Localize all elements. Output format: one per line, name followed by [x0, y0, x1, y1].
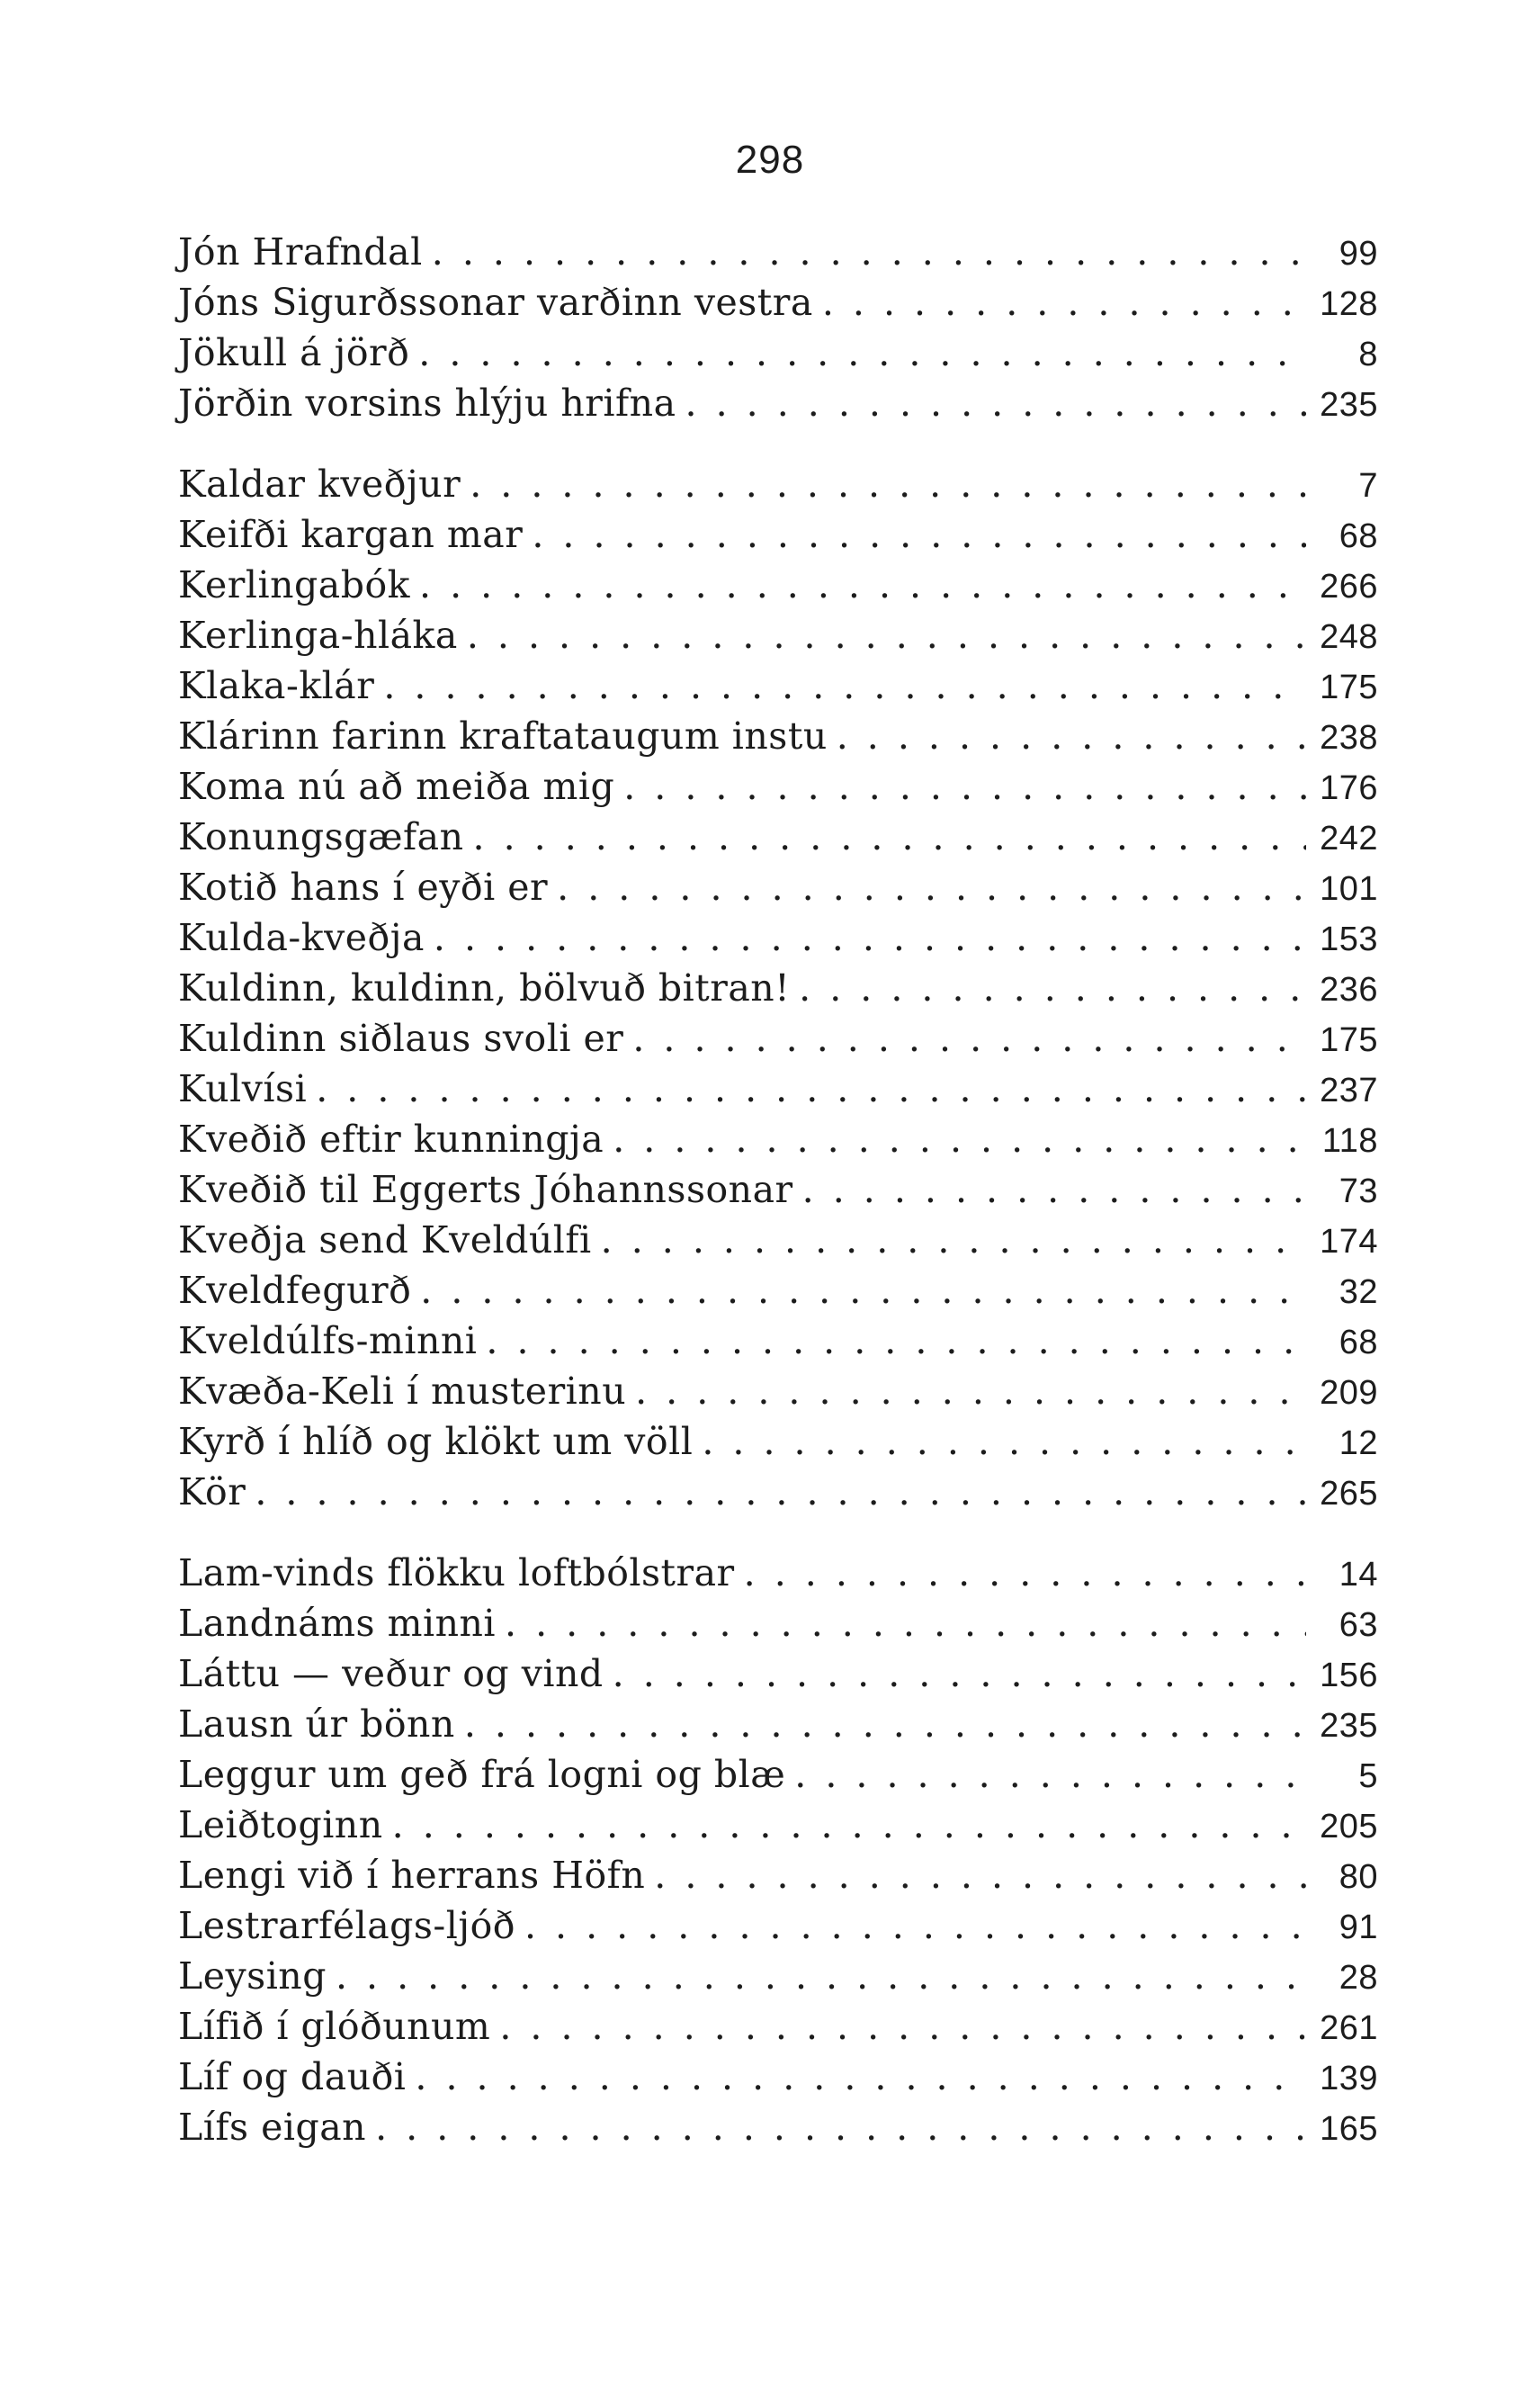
entry-title: Leiðtoginn	[178, 1803, 383, 1846]
entry-title: Jökull á jörð	[178, 331, 410, 374]
dot-leader	[477, 1316, 1306, 1366]
entry-title: Kulvísi	[178, 1067, 308, 1110]
index-entry	[178, 862, 1378, 912]
entry-title: Lestrarfélags-ljóð	[178, 1904, 515, 1947]
entry-page: 165	[1320, 2110, 1378, 2148]
entry-page: 174	[1320, 1223, 1378, 1261]
entry-title: Kveldfegurð	[178, 1269, 412, 1312]
entry-title: Lausn úr bönn	[178, 1702, 455, 1746]
entry-title: Kulda-kveðja	[178, 916, 425, 959]
entry-page: 237	[1320, 1072, 1378, 1109]
dot-leader	[515, 1900, 1306, 1951]
index-section-j	[178, 227, 1378, 428]
dot-leader	[374, 660, 1306, 711]
dot-leader	[411, 1265, 1306, 1316]
entry-page: 176	[1320, 769, 1378, 807]
entry-page: 68	[1339, 517, 1378, 555]
entry-page: 101	[1320, 870, 1378, 908]
index-entry	[178, 378, 1378, 428]
dot-leader	[626, 1366, 1306, 1416]
entry-page: 8	[1358, 336, 1378, 373]
entry-page: 80	[1339, 1858, 1378, 1896]
entry-title: Klárinn farinn kraftataugum instu	[178, 714, 828, 758]
index-entry	[178, 1800, 1378, 1850]
entry-title: Lengi við í herrans Höfn	[178, 1854, 646, 1897]
dot-leader	[790, 963, 1306, 1013]
index-entry	[178, 2001, 1378, 2052]
dot-leader	[693, 1416, 1306, 1467]
dot-leader	[490, 2001, 1306, 2052]
entry-page: 156	[1320, 1657, 1378, 1694]
index-entry	[178, 459, 1378, 509]
entry-title: Kaldar kveðjur	[178, 463, 461, 506]
entry-title: Kveldúlfs-minni	[178, 1319, 478, 1362]
index-entry	[178, 1467, 1378, 1517]
dot-leader	[461, 459, 1306, 509]
page-number: 298	[735, 138, 805, 182]
entry-title: Kör	[178, 1470, 246, 1513]
entry-title: Leysing	[178, 1954, 327, 1998]
entry-title: Keifði kargan mar	[178, 513, 524, 556]
index-section-k	[178, 459, 1378, 1517]
index-entry	[178, 1013, 1378, 1064]
dot-leader	[813, 277, 1306, 328]
entry-title: Koma nú að meiða mig	[178, 765, 615, 808]
index-entry	[178, 2052, 1378, 2102]
entry-title: Konungsgæfan	[178, 815, 464, 858]
entry-page: 118	[1321, 1122, 1378, 1160]
entry-page: 248	[1320, 618, 1378, 656]
dot-leader	[604, 1648, 1306, 1699]
entry-page: 28	[1339, 1959, 1378, 1997]
index-list	[178, 227, 1378, 2183]
entry-title: Kveðið eftir kunningja	[178, 1118, 604, 1161]
index-section-l	[178, 1548, 1378, 2152]
index-entry	[178, 1900, 1378, 1951]
entry-page: 209	[1320, 1374, 1378, 1412]
entry-title: Kyrð í hlíð og klökt um völl	[178, 1420, 694, 1463]
dot-leader	[828, 711, 1306, 761]
index-entry	[178, 1951, 1378, 2001]
index-entry	[178, 963, 1378, 1013]
entry-title: Kveðið til Eggerts Jóhannssonar	[178, 1168, 793, 1211]
index-entry	[178, 1164, 1378, 1215]
entry-page: 153	[1320, 921, 1378, 958]
entry-title: Jóns Sigurðssonar varðinn vestra	[178, 281, 813, 324]
entry-title: Kuldinn siðlaus svoli er	[178, 1017, 624, 1060]
dot-leader	[793, 1164, 1306, 1215]
dot-leader	[458, 610, 1306, 660]
entry-page: 68	[1339, 1324, 1378, 1361]
dot-leader	[410, 560, 1306, 610]
entry-title: Lífs eigan	[178, 2106, 367, 2149]
entry-title: Jón Hrafndal	[178, 230, 423, 274]
entry-page: 242	[1320, 820, 1378, 858]
entry-page: 235	[1320, 386, 1378, 424]
index-entry	[178, 660, 1378, 711]
entry-title: Leggur um geð frá logni og blæ	[178, 1753, 786, 1796]
entry-page: 175	[1320, 669, 1378, 706]
entry-page: 238	[1320, 719, 1378, 757]
dot-leader	[645, 1850, 1306, 1900]
dot-leader	[523, 509, 1306, 560]
index-entry	[178, 1064, 1378, 1114]
dot-leader	[464, 812, 1306, 862]
entry-page: 5	[1358, 1757, 1378, 1795]
entry-title: Kvæða-Keli í musterinu	[178, 1370, 627, 1413]
index-entry	[178, 1598, 1378, 1648]
index-entry	[178, 1416, 1378, 1467]
index-entry	[178, 1749, 1378, 1800]
dot-leader	[623, 1013, 1306, 1064]
entry-title: Lam-vinds flökku loftbólstrar	[178, 1551, 735, 1594]
dot-leader	[496, 1598, 1306, 1648]
index-entry	[178, 1265, 1378, 1316]
index-entry	[178, 1850, 1378, 1900]
entry-page: 236	[1320, 971, 1378, 1009]
dot-leader	[246, 1467, 1306, 1517]
entry-title: Láttu — veður og vind	[178, 1652, 604, 1695]
entry-page: 32	[1339, 1273, 1378, 1311]
index-entry	[178, 610, 1378, 660]
entry-title: Jörðin vorsins hlýju hrifna	[178, 382, 676, 425]
dot-leader	[676, 378, 1306, 428]
entry-title: Landnáms minni	[178, 1602, 497, 1645]
entry-title: Kveðja send Kveldúlfi	[178, 1218, 592, 1262]
index-entry	[178, 509, 1378, 560]
entry-page: 261	[1320, 2009, 1378, 2047]
index-entry	[178, 2102, 1378, 2152]
entry-title: Líf og dauði	[178, 2055, 407, 2098]
entry-page: 91	[1339, 1909, 1378, 1946]
dot-leader	[327, 1951, 1306, 2001]
index-entry	[178, 1648, 1378, 1699]
entry-page: 12	[1339, 1424, 1378, 1462]
entry-title: Lífið í glóðunum	[178, 2005, 491, 2048]
index-entry	[178, 1699, 1378, 1749]
index-entry	[178, 761, 1378, 812]
entry-page: 128	[1320, 285, 1378, 323]
dot-leader	[406, 2052, 1306, 2102]
dot-leader	[383, 1800, 1306, 1850]
entry-page: 205	[1320, 1808, 1378, 1846]
entry-page: 73	[1339, 1172, 1378, 1210]
dot-leader	[592, 1215, 1306, 1265]
entry-page: 99	[1339, 235, 1378, 273]
index-entry	[178, 560, 1378, 610]
entry-title: Kerlinga-hláka	[178, 614, 458, 657]
entry-page: 139	[1320, 2060, 1378, 2097]
index-entry	[178, 912, 1378, 963]
index-entry	[178, 1114, 1378, 1164]
index-entry	[178, 1366, 1378, 1416]
entry-title: Kerlingabók	[178, 563, 410, 606]
dot-leader	[307, 1064, 1306, 1114]
index-entry	[178, 277, 1378, 328]
entry-title: Kuldinn, kuldinn, bölvuð bitran!	[178, 966, 791, 1010]
index-entry	[178, 812, 1378, 862]
dot-leader	[366, 2102, 1306, 2152]
entry-page: 14	[1339, 1556, 1378, 1594]
index-entry	[178, 1316, 1378, 1366]
entry-page: 266	[1320, 568, 1378, 606]
dot-leader	[735, 1548, 1306, 1598]
index-entry	[178, 1548, 1378, 1598]
index-entry	[178, 328, 1378, 378]
entry-page: 265	[1320, 1475, 1378, 1513]
dot-leader	[425, 912, 1306, 963]
dot-leader	[409, 328, 1306, 378]
dot-leader	[423, 227, 1306, 277]
dot-leader	[614, 761, 1306, 812]
index-entry	[178, 711, 1378, 761]
dot-leader	[785, 1749, 1306, 1800]
dot-leader	[455, 1699, 1306, 1749]
dot-leader	[604, 1114, 1306, 1164]
index-entry	[178, 1215, 1378, 1265]
entry-page: 175	[1320, 1021, 1378, 1059]
entry-title: Kotið hans í eyði er	[178, 866, 549, 909]
dot-leader	[548, 862, 1306, 912]
entry-page: 63	[1339, 1606, 1378, 1644]
entry-title: Klaka-klár	[178, 664, 375, 707]
entry-page: 235	[1320, 1707, 1378, 1745]
index-entry	[178, 227, 1378, 277]
entry-page: 7	[1358, 467, 1378, 505]
